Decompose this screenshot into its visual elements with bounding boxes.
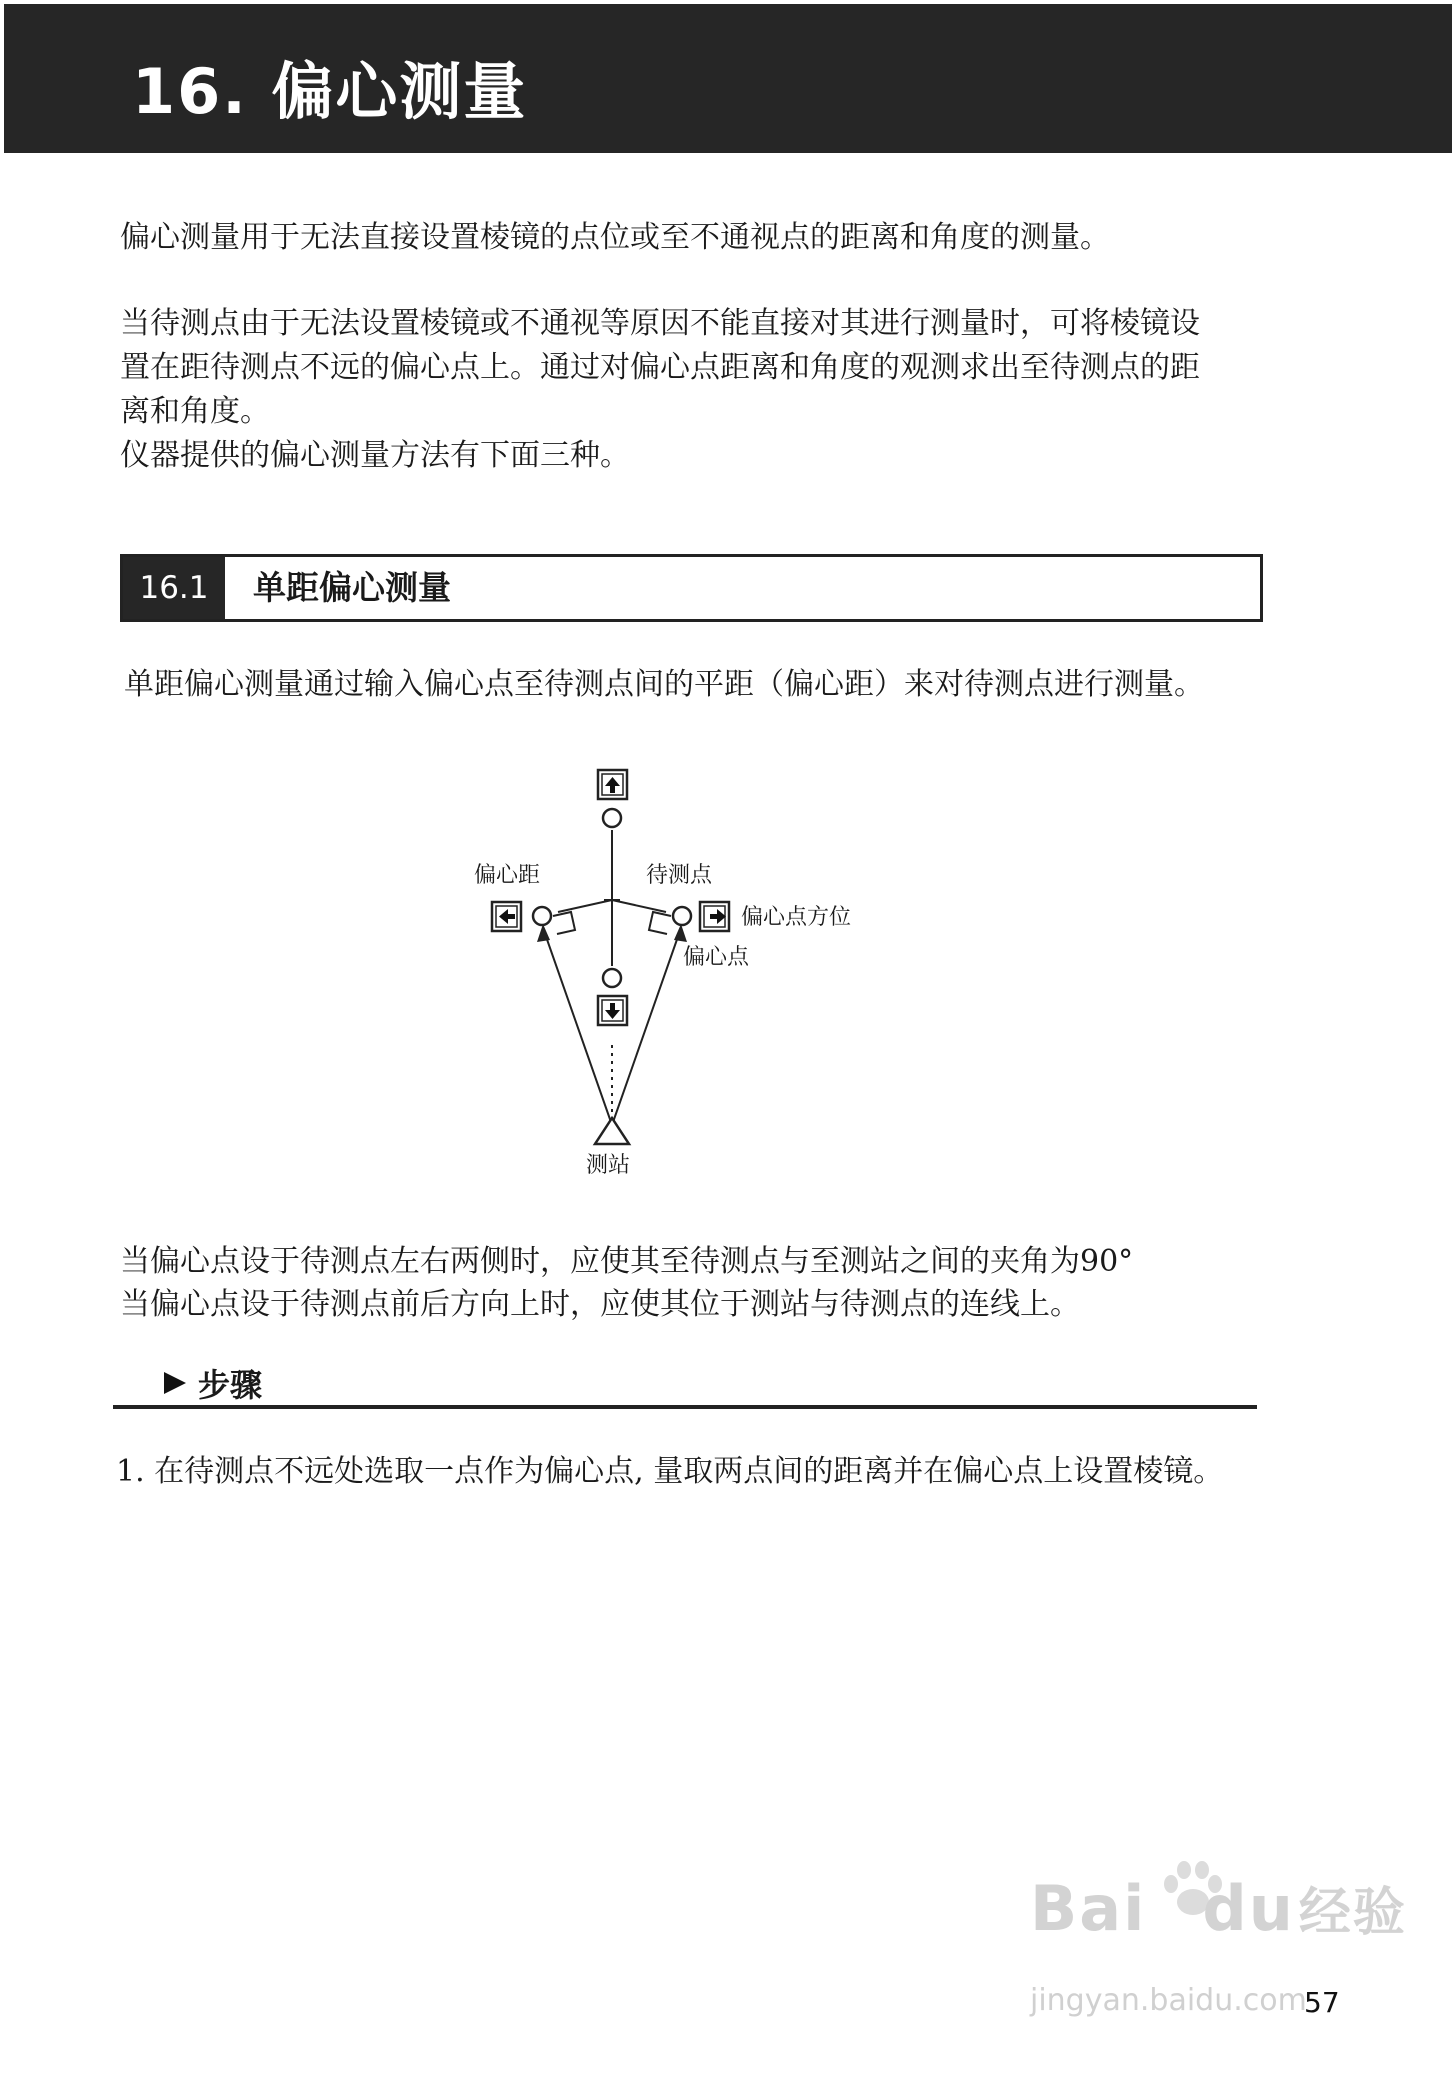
label-offset-point: 偏心点 xyxy=(683,945,750,970)
step-item-1: 1. 在待测点不远处选取一点作为偏心点, 量取两点间的距离并在偏心点上设置棱镜。 xyxy=(116,1454,1224,1489)
watermark-brand-a: Bai xyxy=(1030,1872,1147,1945)
offset-line-left xyxy=(558,900,612,912)
watermark-url: jingyan.baidu.com xyxy=(1030,1983,1307,2018)
offset-point-left xyxy=(533,907,551,925)
section-description: 单距偏心测量通过输入偏心点至待测点间的平距（偏心距）来对待测点进行测量。 xyxy=(124,667,1204,702)
intro-paragraph-2-line-3: 离和角度。 xyxy=(120,394,270,429)
watermark-brand xyxy=(1030,1870,1407,1945)
offset-line-right xyxy=(612,900,666,912)
arrow-left-key-icon xyxy=(492,902,521,931)
note-line-1: 当偏心点设于待测点左右两侧时，应使其至待测点与至测站之间的夹角为90° xyxy=(120,1244,1134,1279)
arrow-down-key-icon xyxy=(598,996,627,1025)
note-line-2: 当偏心点设于待测点前后方向上时，应使其位于测站与待测点的连线上。 xyxy=(120,1287,1080,1322)
triangle-bullet-icon xyxy=(162,1370,188,1396)
offset-point-back xyxy=(603,969,621,987)
chapter-title: 16. 偏心测量 xyxy=(132,55,528,128)
right-angle-marker-right xyxy=(649,912,671,934)
intro-paragraph-2-line-2: 置在距待测点不远的偏心点上。通过对偏心点距离和角度的观测求出至待测点的距 xyxy=(120,350,1200,385)
intro-paragraph-3: 仪器提供的偏心测量方法有下面三种。 xyxy=(120,438,630,473)
arrow-right-key-icon xyxy=(700,902,729,931)
label-offset-distance: 偏心距 xyxy=(474,863,541,888)
right-angle-marker-left xyxy=(553,912,575,934)
sight-line-left xyxy=(543,928,612,1125)
label-target-point: 待测点 xyxy=(646,863,713,888)
intro-paragraph-1: 偏心测量用于无法直接设置棱镜的点位或至不通视点的距离和角度的测量。 xyxy=(120,220,1110,255)
offset-point-right xyxy=(673,907,691,925)
station-triangle-icon xyxy=(595,1118,629,1144)
section-title: 单距偏心测量 xyxy=(253,568,451,607)
offset-point-front xyxy=(603,809,621,827)
arrowhead-right xyxy=(674,924,687,942)
watermark-brand-b: du xyxy=(1202,1872,1295,1945)
arrow-up-key-icon xyxy=(598,770,627,799)
steps-heading-label: 步骤 xyxy=(198,1366,263,1404)
section-number: 16.1 xyxy=(123,557,225,619)
steps-heading xyxy=(162,1360,262,1406)
label-station: 测站 xyxy=(586,1153,631,1178)
page-number: 57 xyxy=(1304,1986,1340,2019)
arrowhead-left xyxy=(537,924,550,942)
intro-paragraph-2-line-1: 当待测点由于无法设置棱镜或不通视等原因不能直接对其进行测量时，可将棱镜设 xyxy=(120,306,1200,341)
sight-line-right xyxy=(612,928,681,1125)
label-offset-direction: 偏心点方位 xyxy=(741,905,852,930)
watermark-brand-cn: 经验 xyxy=(1298,1883,1407,1943)
steps-divider xyxy=(113,1405,1257,1409)
